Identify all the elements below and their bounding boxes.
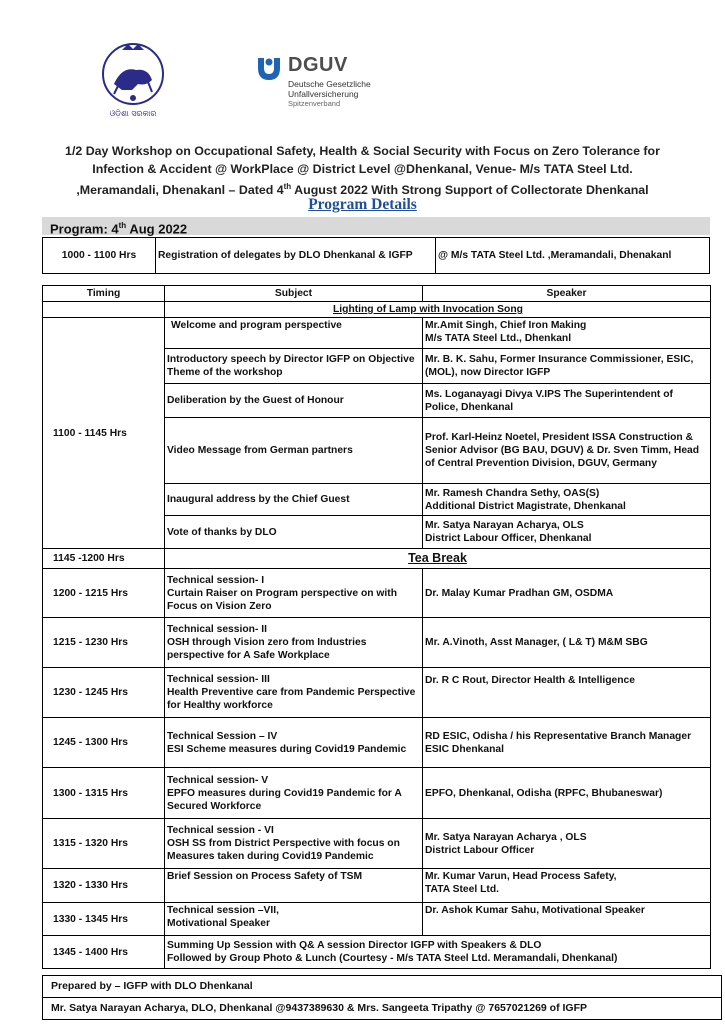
header-subject: Subject [165,286,423,302]
dguv-line1: Deutsche Gesetzliche [288,79,371,89]
session-subject-8: Technical session –VII, Motivational Speaker [165,903,423,936]
tea-break-label: Tea Break [165,549,711,569]
inaugural-subject-2: Introductory speech by Director IGFP on Objective Theme of the workshop [165,349,423,384]
footer-row-1 [43,976,722,998]
inaugural-speaker-2: Mr. B. K. Sahu, Former Insurance Commissioner, ESIC,(MOL), now Director IGFP [423,349,711,384]
registration-row [43,238,710,274]
session-subject-7: Brief Session on Process Safety of TSM [165,869,423,903]
inaugural-subject-4: Video Message from German partners [165,418,423,484]
session-row-8 [43,903,711,936]
inaugural-speaker-4: Prof. Karl-Heinz Noetel, President ISSA Construction & Senior Advisor (BG BAU, DGUV) & Dr. Sven Timm, Head of Central Prevention Division, DGUV, Germany [423,418,711,484]
summing-line1: Summing Up Session with Q& A session Director IGFP with Speakers & DLO [167,940,542,951]
session-time-2: 1215 - 1230 Hrs [43,618,165,668]
workshop-heading [30,142,695,199]
heading-line3-a: ,Meramandali, Dhenakanl – Dated 4 [76,183,284,198]
inaugural-row-1 [43,318,711,349]
registration-table [42,237,710,274]
session-speaker-2: Mr. A.Vinoth, Asst Manager, ( L& T) M&M SBG [423,618,711,668]
prepared-by: Prepared by – IGFP with DLO Dhenkanal [43,976,722,998]
session-subject-4: Technical Session – IV ESI Scheme measures during Covid19 Pandemic [165,718,423,768]
program-label: Program: 4 [50,221,119,237]
session-time-1: 1200 - 1215 Hrs [43,569,165,618]
heading-line2: Infection & Accident @ WorkPlace @ District Level @Dhenkanal, Venue- M/s TATA Steel Ltd. [92,162,633,176]
header-logos [92,40,412,120]
inaugural-subject-6: Vote of thanks by DLO [165,516,423,549]
summing-line2: Followed by Group Photo & Lunch (Courtesy - M/s TATA Steel Ltd. Meramandali, Dhenkanal) [167,953,618,964]
table-header-row [43,286,711,302]
dguv-name: DGUV [288,54,348,76]
dguv-logo [254,54,394,114]
summing-text [165,936,711,969]
program-label-b: Aug 2022 [126,221,188,237]
tea-time: 1145 -1200 Hrs [43,549,165,569]
program-date-bar [42,217,710,235]
session-time-6: 1315 - 1320 Hrs [43,819,165,869]
contact-info: Mr. Satya Narayan Acharya, DLO, Dhenkanal @9437389630 & Mrs. Sangeeta Tripathy @ 7657021269 of IGFP [43,998,722,1020]
seal-caption: ଓଡ଼ିଶା ସରକାର [109,109,157,118]
inaugural-speaker-1: Mr.Amit Singh, Chief Iron Making M/s TATA Steel Ltd., Dhenkanl [423,318,711,349]
session-speaker-3: Dr. R C Rout, Director Health & Intelligence [423,668,711,718]
inaugural-subject-3: Deliberation by the Guest of Honour [165,384,423,418]
registration-time: 1000 - 1100 Hrs [43,238,156,274]
program-table [42,285,711,969]
session-time-5: 1300 - 1315 Hrs [43,768,165,819]
session-subject-2: Technical session- II OSH through Vision zero from Industries perspective for A Safe Workplace [165,618,423,668]
inaugural-speaker-5: Mr. Ramesh Chandra Sethy, OAS(S) Additional District Magistrate, Dhenkanal [423,484,711,516]
program-details-title: Program Details [308,196,417,213]
heading-line3-sup: th [283,182,292,191]
session-speaker-4: RD ESIC, Odisha / his Representative Branch Manager ESIC Dhenkanal [423,718,711,768]
footer-row-2 [43,998,722,1020]
program-sup: th [118,221,127,230]
heading-line1: 1/2 Day Workshop on Occupational Safety, Health & Social Security with Focus on Zero Tolerance for [65,144,660,158]
session-row-6 [43,819,711,869]
lighting-text [165,302,711,318]
inaugural-subject-5: Inaugural address by the Chief Guest [165,484,423,516]
footer-table [42,975,722,1020]
header-timing: Timing [43,286,165,302]
session-row-2 [43,618,711,668]
header-speaker: Speaker [423,286,711,302]
summing-row [43,936,711,969]
tea-break-row [43,549,711,569]
session-time-7: 1320 - 1330 Hrs [43,869,165,903]
dguv-mark-icon [254,54,284,84]
session-speaker-6: Mr. Satya Narayan Acharya , OLS District Labour Officer [423,819,711,869]
dguv-line3: Spitzenverband [288,99,341,108]
session-speaker-8: Dr. Ashok Kumar Sahu, Motivational Speaker [423,903,711,936]
session-time-8: 1330 - 1345 Hrs [43,903,165,936]
lighting-label: Lighting of Lamp with Invocation Song [333,304,523,315]
session-subject-1: Technical session- I Curtain Raiser on Program perspective on with Focus on Vision Zero [165,569,423,618]
session-row-1 [43,569,711,618]
session-row-7 [43,869,711,903]
inaugural-time: 1100 - 1145 Hrs [43,318,165,549]
inaugural-speaker-6: Mr. Satya Narayan Acharya, OLS District Labour Officer, Dhenkanal [423,516,711,549]
session-subject-5: Technical session- V EPFO measures during Covid19 Pandemic for A Secured Workforce [165,768,423,819]
session-subject-3: Technical session- III Health Preventive care from Pandemic Perspective for Healthy workforce [165,668,423,718]
session-time-3: 1230 - 1245 Hrs [43,668,165,718]
odisha-government-seal [92,40,174,120]
lighting-row [43,302,711,318]
session-row-4 [43,718,711,768]
dguv-subtitle [288,79,398,109]
inaugural-speaker-3: Ms. Loganayagi Divya V.IPS The Superintendent of Police, Dhenkanal [423,384,711,418]
inaugural-subject-1: Welcome and program perspective [165,318,423,349]
session-row-3 [43,668,711,718]
session-speaker-5: EPFO, Dhenkanal, Odisha (RPFC, Bhubaneswar) [423,768,711,819]
heading-line3-b: August 2022 With Strong Support of Collectorate Dhenkanal [291,183,649,198]
dguv-line2: Unfallversicherung [288,89,359,99]
session-time-4: 1245 - 1300 Hrs [43,718,165,768]
session-row-5 [43,768,711,819]
registration-subject: Registration of delegates by DLO Dhenkanal & IGFP [156,238,436,274]
session-speaker-1: Dr. Malay Kumar Pradhan GM, OSDMA [423,569,711,618]
summing-time: 1345 - 1400 Hrs [43,936,165,969]
session-speaker-7: Mr. Kumar Varun, Head Process Safety, TATA Steel Ltd. [423,869,711,903]
session-subject-6: Technical session - VI OSH SS from District Perspective with focus on Measures taken during Covid19 Pandemic [165,819,423,869]
registration-venue: @ M/s TATA Steel Ltd. ,Meramandali, Dhenakanl [436,238,710,274]
